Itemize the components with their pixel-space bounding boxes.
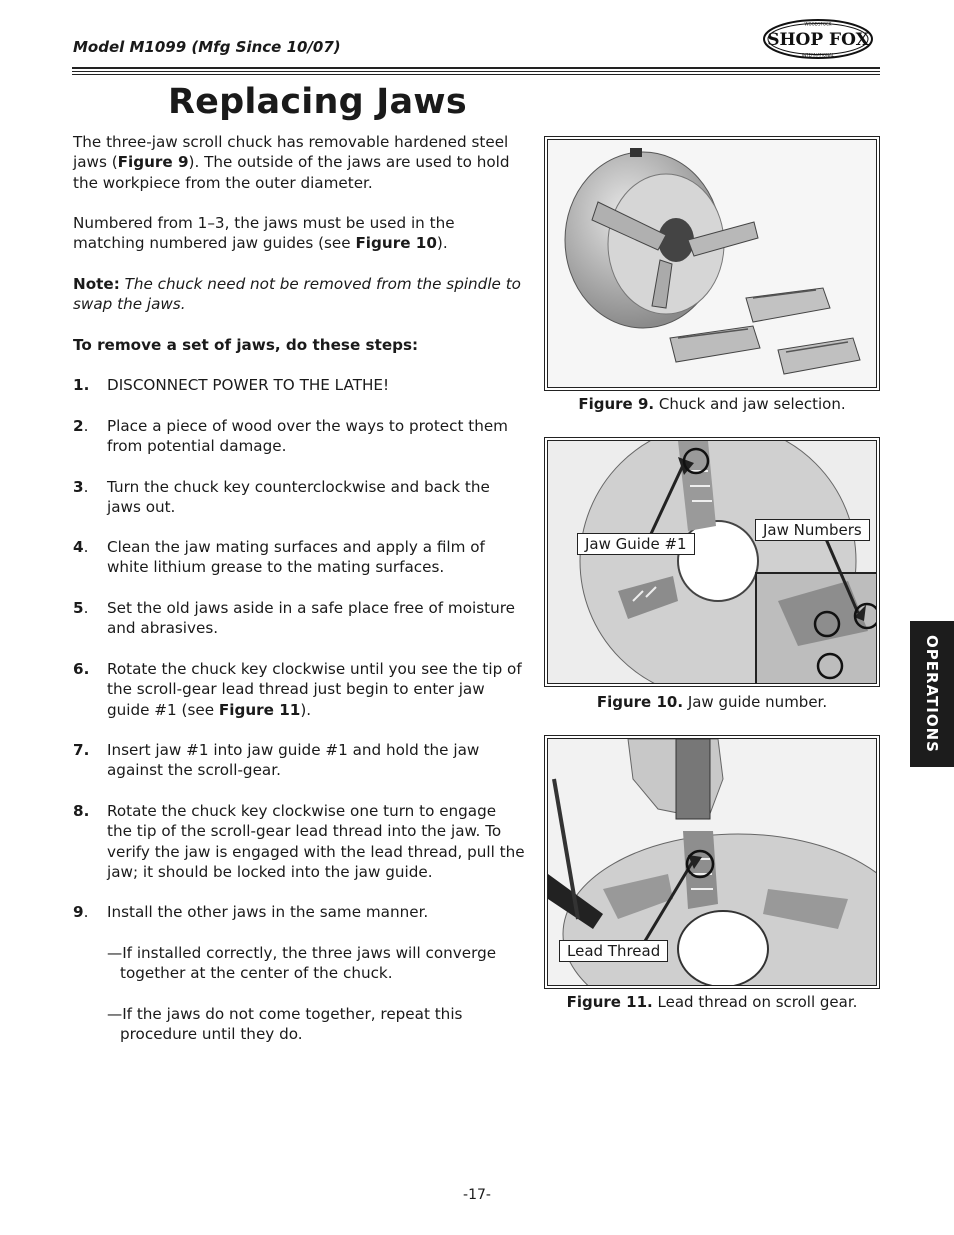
subnote-repeat: —If the jaws do not come together, repeat this procedure until they do. [107,1005,463,1044]
header-rule [72,67,880,69]
svg-text:INTERNATIONAL: INTERNATIONAL [801,52,835,58]
steps-heading: To remove a set of jaws, do these steps: [73,336,419,354]
intro-paragraph-1: The three-jaw scroll chuck has removable hardened steel jaws (Figure 9). The outside of the jaws are used to hold the workpiece from the outer diameter. [73,133,510,192]
subnote-converge: —If installed correctly, the three jaws will converge together at the center of the chuck. [107,944,497,983]
header-rule-thin [72,71,880,72]
figure-10-frame [544,437,880,687]
jaw-numbers-callout: Jaw Numbers [755,519,870,541]
page-number: -17- [463,1187,491,1203]
page-title: Replacing Jaws [168,82,467,122]
svg-text:SHOP FOX: SHOP FOX [767,30,869,50]
figure-10-caption: Figure 10. Jaw guide number. [596,693,828,711]
header-model: Model M1099 (Mfg Since 10/07) [73,38,341,56]
intro-paragraph-2: Numbered from 1–3, the jaws must be used in the matching numbered jaw guides (see Figure 10). [73,214,455,253]
figure-11-frame [544,735,880,989]
figure-10-image [547,440,877,684]
operations-side-tab: OPERATIONS [910,621,954,767]
header-rule-thin-2 [72,74,880,75]
shop-fox-logo [762,18,874,60]
figure-11-image [547,738,877,986]
lead-thread-callout: Lead Thread [559,940,668,962]
figure-9-frame [544,136,880,391]
note-paragraph: Note: The chuck need not be removed from the spindle to swap the jaws. [73,275,521,314]
figure-9-image [547,139,877,388]
figure-11-caption: Figure 11. Lead thread on scroll gear. [566,993,858,1011]
svg-text:WOODSTOCK: WOODSTOCK [804,21,832,27]
figure-9-caption: Figure 9. Chuck and jaw selection. [578,395,846,413]
jaw-guide-callout: Jaw Guide #1 [577,533,695,555]
